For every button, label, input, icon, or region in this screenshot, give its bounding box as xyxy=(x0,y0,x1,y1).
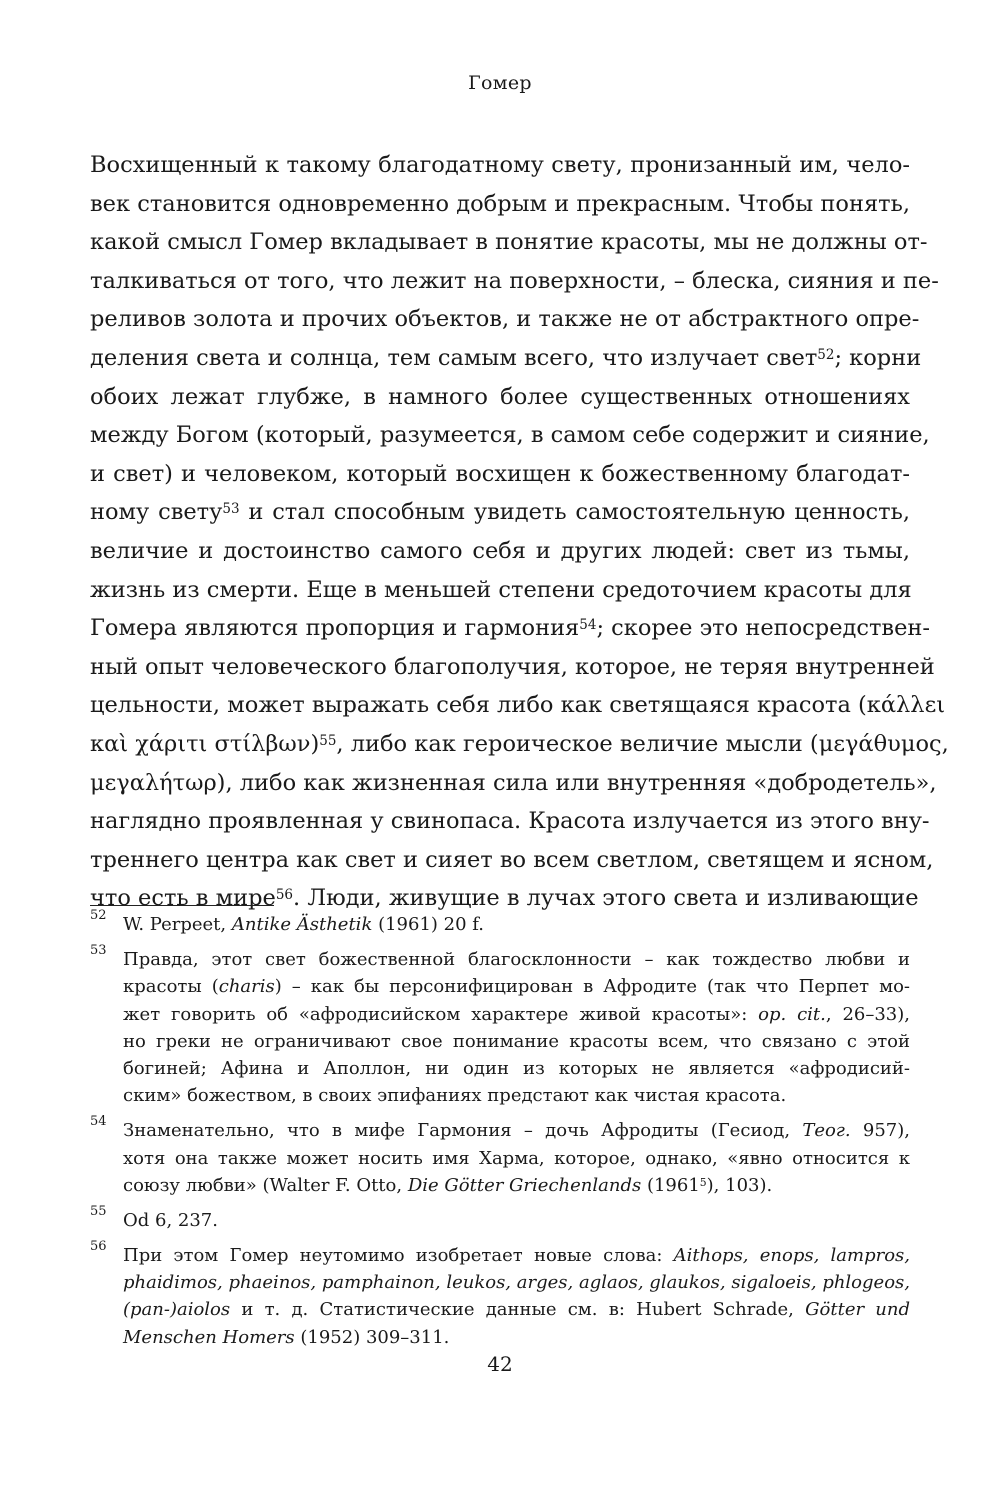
footnote-text: 957), xyxy=(850,1120,910,1142)
footnote-number: 52 xyxy=(90,908,107,923)
body-text: деления света и солнца, тем самым всего, что излучает свет xyxy=(90,344,818,371)
body-line: и свет) и человеком, который восхищен к божественному благодат- xyxy=(90,460,910,487)
footnote-title: Die Götter Griechenlands xyxy=(407,1174,642,1196)
footnote-ref-54[interactable]: 54 xyxy=(579,617,597,634)
footnote-number: 55 xyxy=(90,1203,107,1219)
footnote-text: ), 103). xyxy=(706,1174,773,1196)
footnote-text: (1952) 309–311. xyxy=(294,1326,450,1348)
footnote-ref-56[interactable]: 56 xyxy=(275,887,294,904)
footnote-text: W. Perpeet, xyxy=(123,914,232,935)
footnote-text: (1961 xyxy=(641,1174,700,1196)
body-line: величие и достоинство самого себя и других людей: свет из тьмы, xyxy=(90,537,910,564)
body-text: . Люди, живущие в лучах этого света и изливающие xyxy=(293,885,919,912)
footnote-line xyxy=(123,973,910,1000)
body-line: реливов золота и прочих объектов, и также не от абстрактного опре- xyxy=(90,306,920,333)
body-text: ному свету xyxy=(90,499,223,526)
body-line: треннего центра как свет и сияет во всем светлом, светящем и ясном, xyxy=(90,846,934,873)
edition-superscript: 5 xyxy=(699,1175,707,1189)
footnote-text: ) – как бы персонифицирован в Афродите (так что Перпет мо- xyxy=(274,976,911,998)
footnote-line: Правда, этот свет божественной благосклонности – как тождество любви и xyxy=(123,949,910,971)
body-line: μεγαλήτωρ), либо как жизненная сила или внутренняя «добродетель», xyxy=(90,769,937,796)
footnote-line xyxy=(123,1324,910,1351)
footnote-line xyxy=(123,1269,910,1296)
body-text: , либо как героическое величие мысли (μεγάθυμος, xyxy=(336,730,949,757)
body-text: и стал способным увидеть самостоятельную ценность, xyxy=(239,499,910,526)
footnote-line xyxy=(123,1172,910,1199)
footnote-line: богиней; Афина и Аполлон, ни один из которых не является «афродисий- xyxy=(123,1057,910,1079)
body-line: ный опыт человеческого благополучия, которое, не теряя внутренней xyxy=(90,653,935,680)
running-head: Гомер xyxy=(468,72,532,94)
body-line: талкиваться от того, что лежит на поверхности, – блеска, сияния и пе- xyxy=(90,267,939,294)
body-line: цельности, может выражать себя либо как светящаяся красота (κάλλει xyxy=(90,692,946,719)
footnote-line xyxy=(123,1117,910,1144)
body-line: наглядно проявленная у свинопаса. Красота излучается из этого вну- xyxy=(90,808,930,835)
footnote-text: (1961) 20 f. xyxy=(372,914,485,935)
footnote-56 xyxy=(90,1239,911,1351)
footnote-54 xyxy=(90,1114,910,1199)
footnote-52 xyxy=(90,908,910,938)
body-line: какой смысл Гомер вкладывает в понятие красоты, мы не должны от- xyxy=(90,229,928,256)
body-line: век становится одновременно добрым и прекрасным. Чтобы понять, xyxy=(90,190,910,217)
footnote-text: , 26–33), xyxy=(825,1003,910,1025)
footnote-ref-55[interactable]: 55 xyxy=(319,732,337,749)
body-line: Восхищенный к такому благодатному свету, пронизанный им, чело- xyxy=(90,152,910,178)
footnote-text: При этом Гомер неутомимо изобретает новые слова: xyxy=(123,1245,674,1267)
footnote-line xyxy=(123,911,910,938)
footnote-text: красоты ( xyxy=(123,976,219,998)
footnote-number: 54 xyxy=(90,1114,107,1130)
footnote-number: 56 xyxy=(90,1239,107,1255)
footnote-term: Теог. xyxy=(802,1120,851,1142)
footnote-term: charis xyxy=(218,976,275,998)
footnote-text: Знаменательно, что в мифе Гармония – дочь Афродиты (Гесиод, xyxy=(123,1120,803,1142)
main-text xyxy=(90,146,949,918)
body-text: что есть в мире xyxy=(90,885,276,912)
footnote-line: хотя она также может носить имя Харма, которое, однако, «явно относится к xyxy=(123,1147,910,1169)
footnote-title: Antike Ästhetik xyxy=(231,914,373,935)
footnote-title: Menschen Homers xyxy=(123,1326,295,1348)
body-text: ; корни xyxy=(834,344,922,371)
footnote-text: жет говорить об «афродисийском характере живой красоты»: xyxy=(123,1003,759,1025)
body-line xyxy=(90,493,910,532)
footnote-line: ским» божеством, в своих эпифаниях предстают как чистая красота. xyxy=(123,1085,787,1107)
footnote-ref-52[interactable]: 52 xyxy=(817,346,835,363)
body-text: καὶ χάριτι στίλβων) xyxy=(90,730,320,757)
body-text: Гомера являются пропорция и гармония xyxy=(90,615,580,642)
footnote-53 xyxy=(90,943,911,1109)
footnote-number: 53 xyxy=(90,943,107,959)
footnote-line xyxy=(123,1001,910,1028)
footnote-term: (pan-)aiolos xyxy=(123,1299,231,1321)
body-line xyxy=(90,725,949,764)
footnotes xyxy=(90,908,911,1359)
footnote-text: и т. д. Статистические данные см. в: Hubert Schrade, xyxy=(230,1299,806,1321)
footnote-separator xyxy=(90,905,274,906)
body-line: жизнь из смерти. Еще в меньшей степени средоточием красоты для xyxy=(90,576,912,603)
footnote-term: phaidimos, phaeinos, pamphainon, leukos, arges, aglaos, glaukos, sigaloeis, phlogeos, xyxy=(123,1272,910,1294)
footnote-line xyxy=(123,1296,910,1323)
body-text: ; скорее это непосредствен- xyxy=(596,615,930,642)
footnote-ref-53[interactable]: 53 xyxy=(222,501,240,518)
footnote-term: op. cit. xyxy=(758,1003,826,1025)
footnote-title: Götter und xyxy=(805,1299,911,1321)
body-line xyxy=(90,609,930,648)
footnote-line xyxy=(123,1242,910,1269)
body-line xyxy=(90,339,922,378)
footnote-text: союзу любви» (Walter F. Otto, xyxy=(123,1174,408,1196)
footnote-line: Od 6, 237. xyxy=(123,1209,218,1231)
footnote-line: но греки не ограничивают свое понимание красоты всем, что связано с этой xyxy=(123,1030,910,1052)
page-number: 42 xyxy=(487,1352,513,1376)
footnote-55 xyxy=(90,1203,910,1234)
body-line: обоих лежат глубже, в намного более существенных отношениях xyxy=(90,383,910,410)
body-line: между Богом (который, разумеется, в самом себе содержит и сияние, xyxy=(90,422,930,449)
footnote-term: Aithops, enops, lampros, xyxy=(673,1245,911,1267)
